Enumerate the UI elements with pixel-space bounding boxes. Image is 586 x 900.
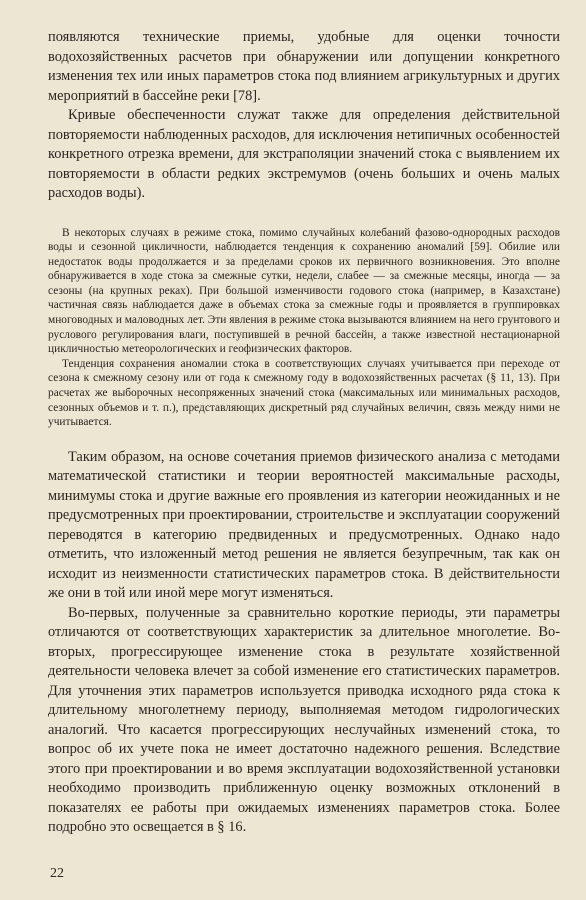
small-paragraph-tendency: Тенденция сохранения аномалии стока в соответствующих случаях учитывается при переходе от сезона к смежному сезону или от года к смежному году в водохозяйственных расчетах (§ 11, 13). При расчетах же выборочных несопряженных значений стока (максимальных или минимальных расходов, сезонных объемов и т. п.), представляющих дискретный ряд случайных величин, связь между ними не учитывается.: [48, 357, 560, 429]
paragraph-continuation: появляются технические приемы, удобные для оценки точности водохозяйственных расчетов при обнаружении или допущении конкретного изменения тех или иных параметров стока под влиянием агрикультурных и других мероприятий в бассейне реки [78].: [48, 29, 560, 104]
paragraph-frequency-curves: Кривые обеспеченности служат также для определения действительной повторяемости наблюденных расходов, для исключения нетипичных особенностей конкретного отрезка времени, для экстраполяции значений стока с выявлением их повторяемости в области редких экстремумов (очень больших и очень малых расходов воды).: [48, 107, 560, 201]
page-number: 22: [50, 866, 64, 881]
paragraph-first-second: Во-первых, полученные за сравнительно короткие периоды, эти параметры отличаются от соответствующих характеристик за длительное многолетие. Во-вторых, прогрессирующее изменение стока в результате хозяйственной деятельности человека влечет за собой изменение его статистических параметров. Для уточнения этих параметров используется приводка исходного ряда стока к длительному многолетнему периоду, выполняемая методом гидрологических аналогий. Что касается прогрессирующих неслучайных изменений стока, то вопрос об их учете пока не имеет достаточно надежного решения. Вследствие этого при проектировании и во время эксплуатации водохозяйственной установки необходимо производить приближенную оценку возможных отклонений в показателях ее работы при ожидаемых изменениях параметров стока. Более подробно это освещается в § 16.: [48, 604, 560, 836]
small-print-block: [48, 226, 560, 430]
small-paragraph-anomalies: В некоторых случаях в режиме стока, помимо случайных колебаний фазово-однородных расходов воды и сезонной цикличности, наблюдается тенденция к сохранению аномалий [59]. Обилие или недостаток воды продолжается и за пределами сроков их первичного возникновения. Это вполне обнаруживается в ходе стока за смежные сутки, недели, слабее — за смежные месяцы, иногда — за сезоны (на крупных реках). При большой изменчивости годового стока (например, в Казахстане) частичная связь наблюдается даже в объемах стока за смежные годы и проявляется в группировках многоводных и маловодных лет. Эти явления в режиме стока вызываются влиянием на него грунтового и руслового регулирования влаги, поступившей в речной бассейн, а также известной нестационарной цикличностью метеорологических и геофизических факторов.: [48, 226, 560, 356]
paragraph-conclusion: Таким образом, на основе сочетания приемов физического анализа с методами математической статистики и теории вероятностей максимальные расходы, минимумы стока и другие важные его проявления из категории неожиданных и не предусмотренных при проектировании, строительстве и эксплуатации сооружений переводятся в категорию предвиденных и предусмотренных. Однако надо отметить, что изложенный метод решения не является безупречным, так как он исходит из неизменности статистических параметров стока. В действительности же они в той или иной мере могут изменяться.: [48, 448, 560, 602]
